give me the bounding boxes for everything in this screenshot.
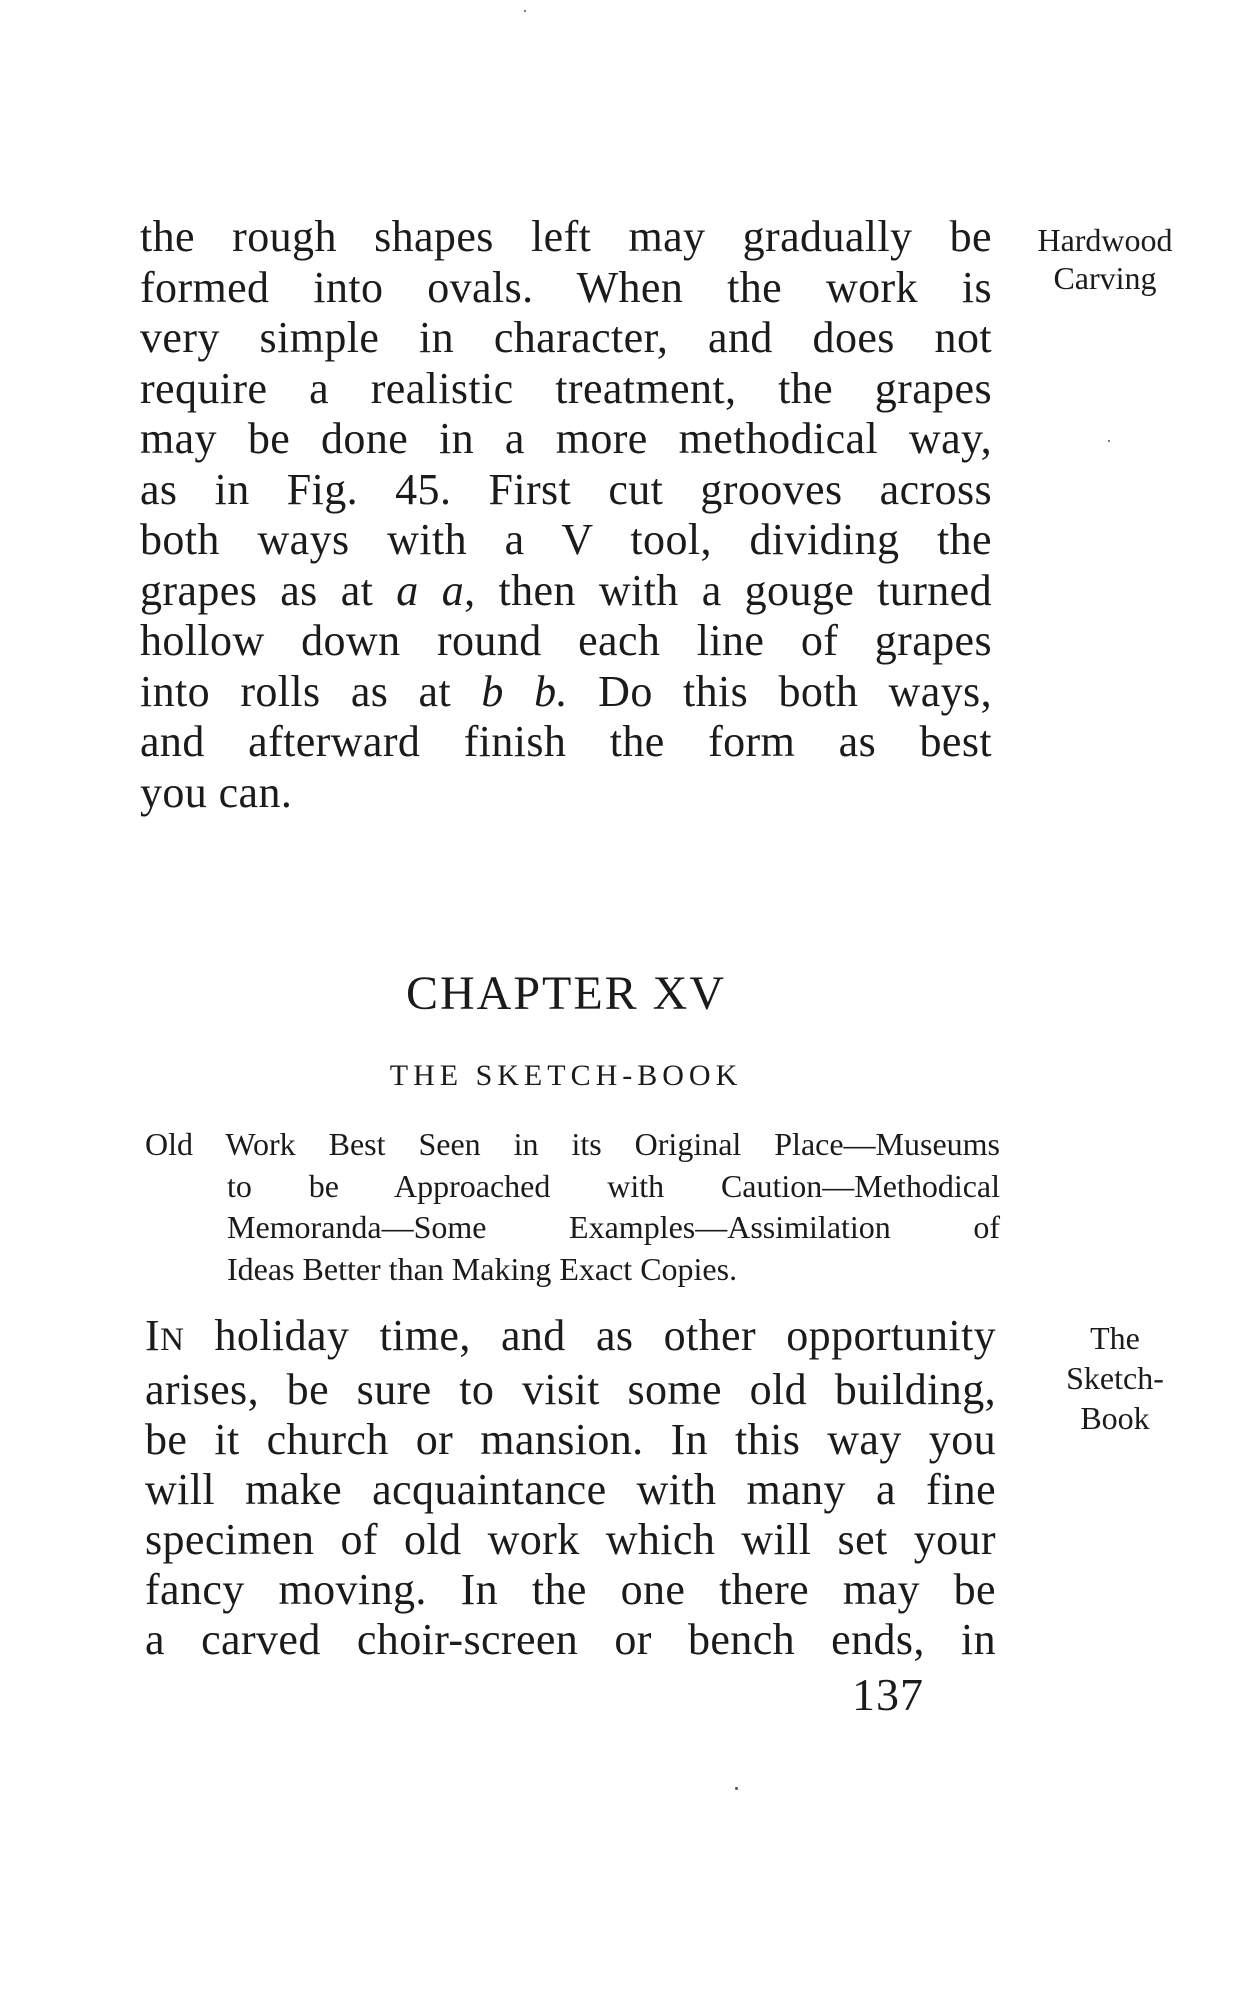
body-paragraph-1 <box>140 212 992 818</box>
body-paragraph-2 <box>145 1311 996 1665</box>
scan-speck <box>1108 440 1110 442</box>
text-line: you can. <box>140 767 293 817</box>
text-segment: holiday time, and as other opportunity <box>184 1311 996 1360</box>
page-number: 137 <box>852 1669 924 1720</box>
text-line: the rough shapes left may gradually be <box>140 212 992 261</box>
summary-line: to be Approached with Caution—Methodical <box>227 1167 1000 1204</box>
margin-note-line: Hardwood <box>1037 222 1173 258</box>
text-line: hollow down round each line of grapes <box>140 616 992 665</box>
chapter-title: CHAPTER XV <box>405 967 727 1020</box>
text-line: both ways with a V tool, dividing the <box>140 515 992 564</box>
italic-label: b b. <box>481 666 568 716</box>
text-line: arises, be sure to visit some old building, <box>145 1365 996 1414</box>
scan-speck <box>524 10 526 12</box>
margin-note-line: Sketch- <box>1066 1360 1164 1396</box>
text-line: be it church or mansion. In this way you <box>145 1415 996 1464</box>
text-line: may be done in a more methodical way, <box>140 414 992 463</box>
text-segment: into rolls as at <box>140 666 482 716</box>
text-line <box>140 667 992 718</box>
text-segment: Do this both ways, <box>567 666 992 716</box>
small-cap: N <box>160 1322 185 1358</box>
text-line: specimen of old work which will set your <box>145 1515 996 1564</box>
summary-line: Old Work Best Seen in its Original Place—Museums <box>145 1126 1000 1162</box>
text-line: will make acquaintance with many a fine <box>145 1465 996 1514</box>
summary-line: Ideas Better than Making Exact Copies. <box>227 1250 738 1287</box>
text-line <box>145 1311 996 1365</box>
margin-note-sketch-book <box>1040 1318 1190 1438</box>
chapter-summary <box>145 1124 1000 1290</box>
drop-cap: I <box>145 1311 161 1360</box>
text-line: formed into ovals. When the work is <box>140 262 992 312</box>
text-line: a carved choir-screen or bench ends, in <box>145 1615 996 1664</box>
text-segment: grapes as at <box>140 565 397 615</box>
text-line <box>140 566 992 617</box>
margin-note-line: Carving <box>1053 260 1157 296</box>
summary-line: Memoranda—Some Examples—Assimilation of <box>227 1209 1000 1245</box>
text-line: and afterward finish the form as best <box>140 717 992 766</box>
margin-note-hardwood-carving <box>1015 221 1195 297</box>
text-line: as in Fig. 45. First cut grooves across <box>140 464 992 514</box>
scan-speck <box>735 1787 738 1790</box>
text-line: require a realistic treatment, the grapes <box>140 363 992 413</box>
chapter-subtitle: THE SKETCH-BOOK <box>389 1059 743 1092</box>
margin-note-line: The <box>1090 1320 1140 1356</box>
text-line: very simple in character, and does not <box>140 313 992 362</box>
text-line: fancy moving. In the one there may be <box>145 1565 996 1614</box>
italic-label: a a <box>396 565 465 615</box>
text-segment: , then with a gouge turned <box>464 565 992 615</box>
margin-note-line: Book <box>1080 1400 1150 1436</box>
